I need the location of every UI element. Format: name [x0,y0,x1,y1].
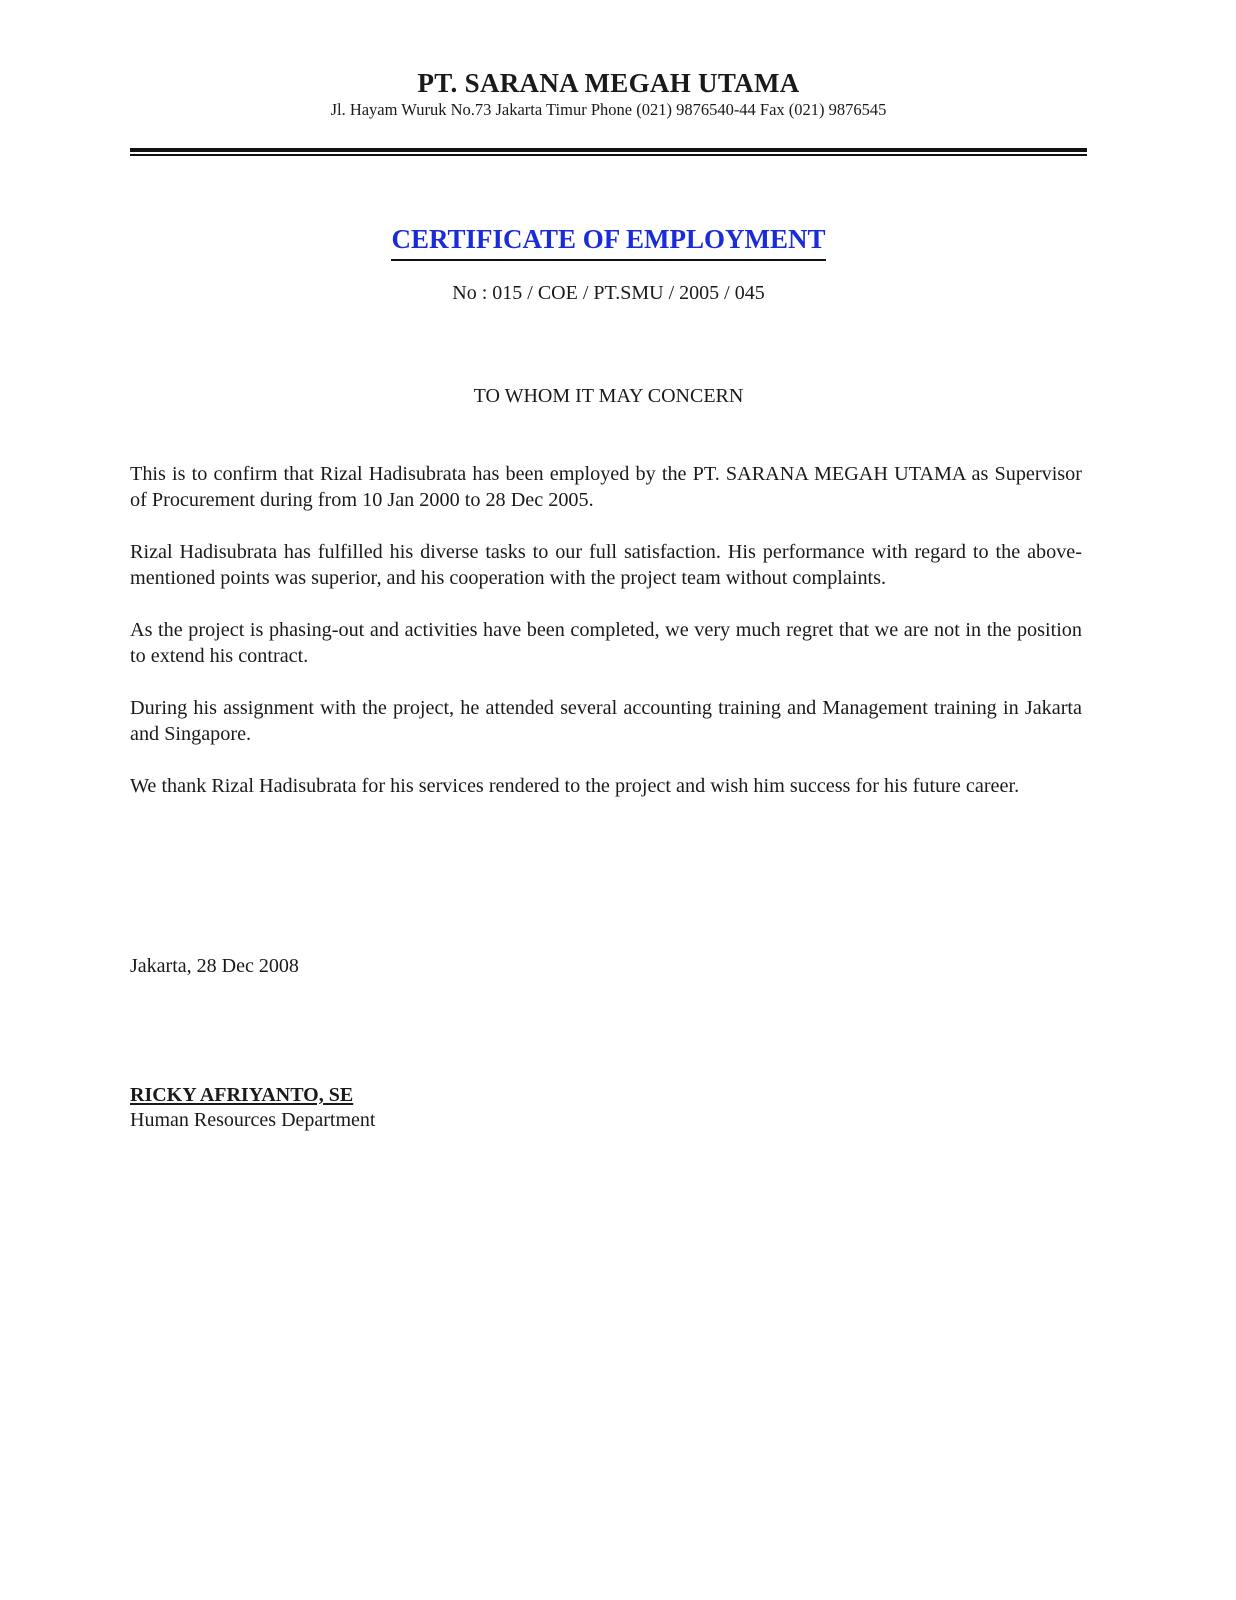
document-number: No : 015 / COE / PT.SMU / 2005 / 045 [452,282,765,304]
company-address: Jl. Hayam Wuruk No.73 Jakarta Timur Phone (021) 9876540-44 Fax (021) 9876545 [330,100,887,119]
company-name: PT. SARANA MEGAH UTAMA [417,68,800,98]
title-wrapper [130,222,1087,261]
body-paragraph: As the project is phasing-out and activities have been completed, we very much regret that we are not in the position to extend his contract. [130,619,1082,667]
document-title: CERTIFICATE OF EMPLOYMENT [391,222,825,261]
body-paragraph: Rizal Hadisubrata has fulfilled his diverse tasks to our full satisfaction. His performance with regard to the above-mentioned points was superior, and his cooperation with the project team without complaints. [130,541,1082,589]
body-paragraph: During his assignment with the project, he attended several accounting training and Management training in Jakarta and Singapore. [130,697,1082,745]
header-divider-thick [130,148,1087,152]
body-paragraph: This is to confirm that Rizal Hadisubrata has been employed by the PT. SARANA MEGAH UTAMA as Supervisor of Procurement during from 10 Jan 2000 to 28 Dec 2005. [130,463,1082,511]
salutation: TO WHOM IT MAY CONCERN [473,385,744,407]
letter-body [130,461,1082,825]
header-divider-thin [130,154,1087,156]
letterhead [130,66,1087,120]
signer-name: RICKY AFRIYANTO, SE [130,1084,354,1106]
body-paragraph: We thank Rizal Hadisubrata for his services rendered to the project and wish him success for his future career. [130,775,1020,797]
signer-department: Human Resources Department [130,1109,376,1131]
place-and-date: Jakarta, 28 Dec 2008 [130,955,299,977]
